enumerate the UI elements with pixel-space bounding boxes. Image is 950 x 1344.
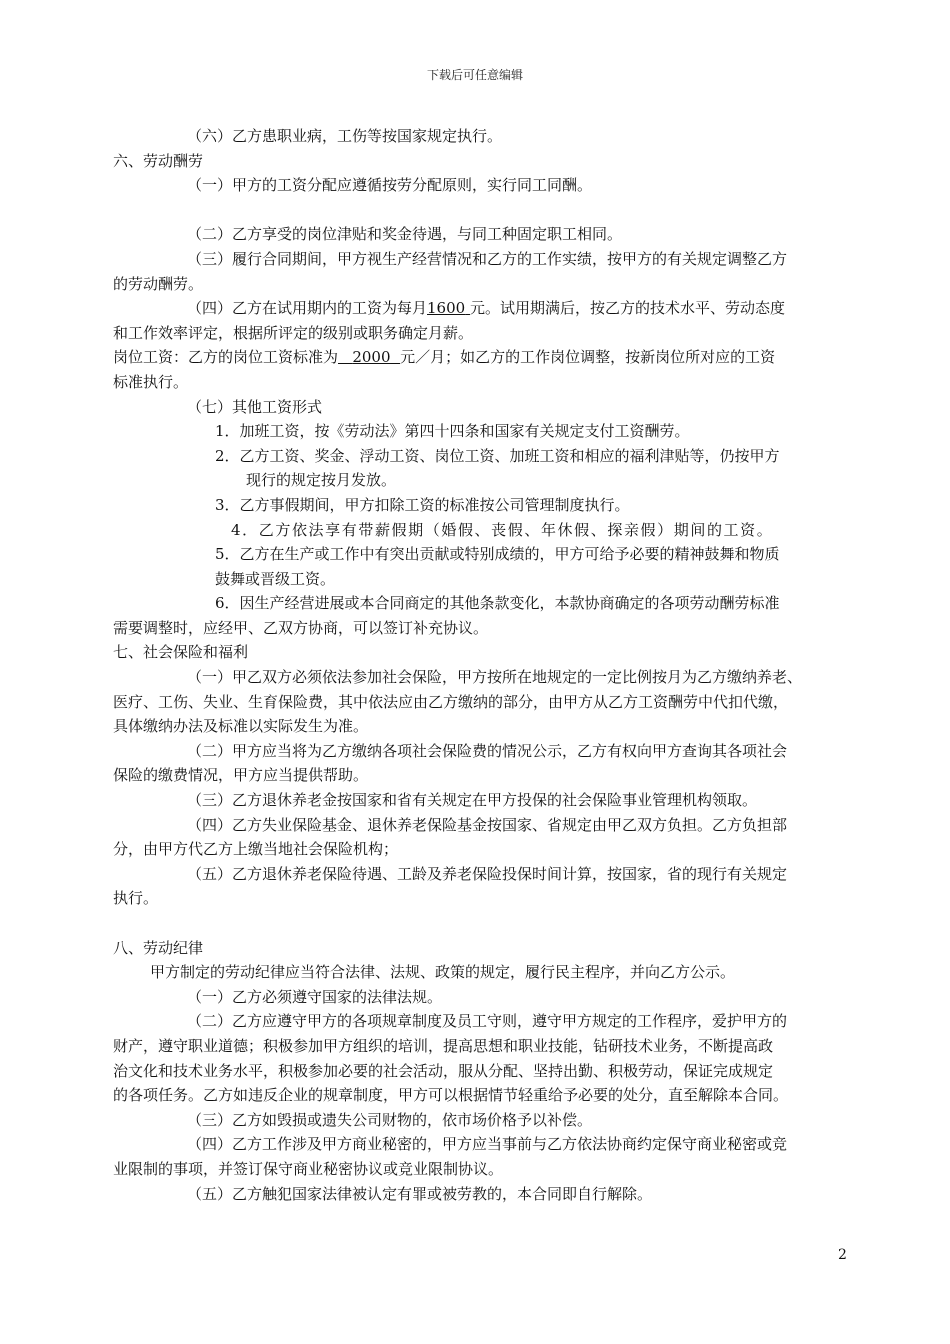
- paragraph: 的各项任务。乙方如违反企业的规章制度，甲方可以根据情节轻重给予必要的处分，直至解除本合同。: [113, 1086, 789, 1105]
- paragraph: （二）甲方应当将为乙方缴纳各项社会保险费的情况公示，乙方有权向甲方查询其各项社会: [187, 741, 788, 760]
- page-header: 下载后可任意编辑: [426, 68, 523, 82]
- paragraph: （三）乙方如毁损或遗失公司财物的，依市场价格予以补偿。: [187, 1110, 593, 1129]
- list-item: 3．乙方事假期间，甲方扣除工资的标准按公司管理制度执行。: [215, 495, 630, 514]
- text-segment: 元。试用期满后，按乙方的技术水平、劳动态度: [469, 299, 785, 318]
- section-heading: 六、劳动酬劳: [113, 151, 204, 170]
- paragraph: 的劳动酬劳。: [113, 274, 204, 293]
- paragraph: （五）乙方退休养老保险待遇、工龄及养老保险投保时间计算，按国家，省的现行有关规定: [187, 864, 788, 883]
- paragraph: [113, 345, 863, 370]
- blank-line: [113, 198, 863, 223]
- text-segment: （四）乙方在试用期内的工资为每月: [187, 299, 428, 318]
- section-heading: 七、社会保险和福利: [113, 643, 249, 662]
- list-item: 6．因生产经营进展或本合同商定的其他条款变化，本款协商确定的各项劳动酬劳标准: [215, 594, 780, 613]
- paragraph: （一）甲乙双方必须依法参加社会保险，甲方按所在地规定的一定比例按月为乙方缴纳养老、: [187, 668, 803, 687]
- paragraph: （七）其他工资形式: [187, 397, 323, 416]
- paragraph: 甲方制定的劳动纪律应当符合法律、法规、政策的规定，履行民主程序，并向乙方公示。: [150, 963, 736, 982]
- paragraph: （一）乙方必须遵守国家的法律法规。: [187, 987, 443, 1006]
- paragraph: [113, 296, 863, 321]
- text-segment: 元／月；如乙方的工作岗位调整，按新岗位所对应的工资: [400, 348, 776, 367]
- paragraph: （六）乙方患职业病，工伤等按国家规定执行。: [187, 127, 503, 145]
- paragraph: 标准执行。: [113, 372, 189, 391]
- paragraph: 执行。: [113, 889, 159, 908]
- section-heading: 八、劳动纪律: [113, 938, 204, 957]
- post-salary-field: [338, 348, 400, 366]
- paragraph: （三）乙方退休养老金按国家和省有关规定在甲方投保的社会保险事业管理机构领取。: [187, 791, 758, 810]
- field-value: 1600: [427, 299, 466, 318]
- paragraph: 财产，遵守职业道德；积极参加甲方组织的培训，提高思想和职业技能，钻研技术业务，不断提高政: [113, 1036, 774, 1055]
- document-body: [113, 124, 863, 1206]
- page-number: 2: [838, 1247, 847, 1263]
- paragraph: （四）乙方工作涉及甲方商业秘密的，甲方应当事前与乙方依法协商约定保守商业秘密或竞: [187, 1135, 788, 1154]
- paragraph: （五）乙方触犯国家法律被认定有罪或被劳教的，本合同即自行解除。: [187, 1184, 653, 1203]
- paragraph: （三）履行合同期间，甲方视生产经营情况和乙方的工作实绩，按甲方的有关规定调整乙方: [187, 249, 788, 268]
- paragraph: （四）乙方失业保险基金、退休养老保险基金按国家、省规定由甲乙双方负担。乙方负担部: [187, 815, 788, 834]
- paragraph: 医疗、工伤、失业、生育保险费，其中依法应由乙方缴纳的部分，由甲方从乙方工资酬劳中代扣代缴，: [113, 692, 789, 711]
- blank-line: [113, 911, 863, 936]
- paragraph: （一）甲方的工资分配应遵循按劳分配原则，实行同工同酬。: [187, 176, 593, 195]
- paragraph: 具体缴纳办法及标准以实际发生为准。: [113, 717, 369, 736]
- list-item: 1．加班工资，按《劳动法》第四十四条和国家有关规定支付工资酬劳。: [215, 422, 690, 441]
- list-item: 现行的规定按月发放。: [246, 471, 397, 490]
- probation-salary-field: [427, 299, 470, 317]
- list-item: 4．乙方依法享有带薪假期（婚假、丧假、年休假、探亲假）期间的工资。: [231, 520, 774, 539]
- list-item: 鼓舞或晋级工资。: [215, 569, 336, 588]
- paragraph: 业限制的事项，并签订保守商业秘密协议或竞业限制协议。: [113, 1159, 504, 1178]
- field-value: 2000: [352, 348, 391, 367]
- list-item: 2．乙方工资、奖金、浮动工资、岗位工资、加班工资和相应的福利津贴等，仍按甲方: [215, 446, 780, 465]
- paragraph: （二）乙方享受的岗位津贴和奖金待遇，与同工种固定职工相同。: [187, 225, 623, 244]
- paragraph: 治文化和技术业务水平，积极参加必要的社会活动，服从分配、坚持出勤、积极劳动，保证完成规定: [113, 1061, 774, 1080]
- paragraph: （二）乙方应遵守甲方的各项规章制度及员工守则，遵守甲方规定的工作程序，爱护甲方的: [187, 1012, 788, 1031]
- paragraph: 和工作效率评定，根据所评定的级别或职务确定月薪。: [113, 323, 474, 342]
- paragraph: 需要调整时，应经甲、乙双方协商，可以签订补充协议。: [113, 618, 489, 637]
- text-segment: 岗位工资：乙方的岗位工资标准为: [113, 348, 339, 367]
- list-item: 5．乙方在生产或工作中有突出贡献或特别成绩的，甲方可给予必要的精神鼓舞和物质: [215, 545, 780, 564]
- paragraph: 分，由甲方代乙方上缴当地社会保险机构；: [113, 840, 399, 859]
- paragraph: 保险的缴费情况，甲方应当提供帮助。: [113, 766, 369, 785]
